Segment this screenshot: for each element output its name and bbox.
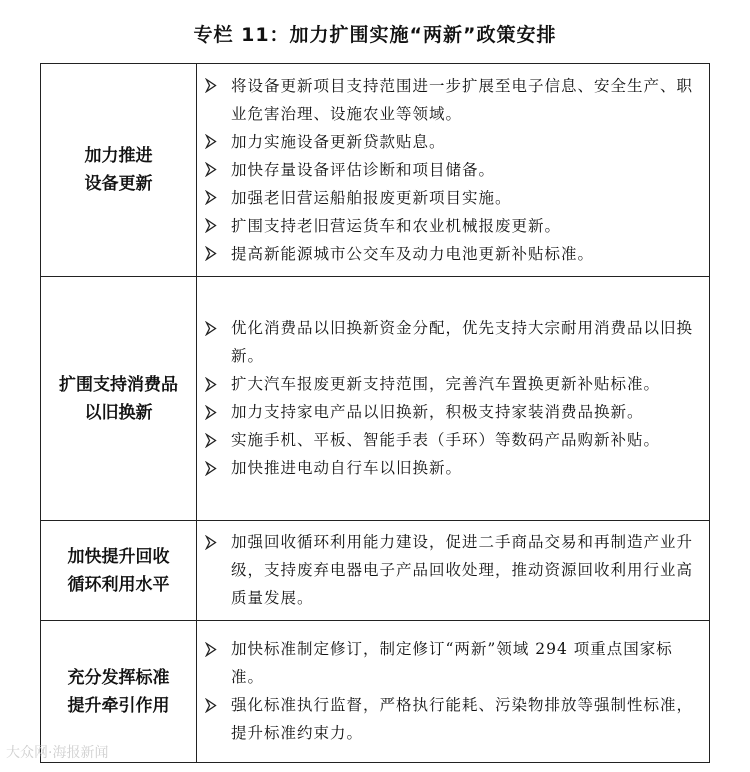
hollow-arrow-icon (205, 184, 231, 212)
items-cell (197, 621, 710, 763)
category-label-line: 以旧换新 (84, 402, 153, 423)
policy-item-text: 加强老旧营运船舶报废更新项目实施。 (231, 188, 512, 207)
policy-item-text: 实施手机、平板、智能手表（手环）等数码产品购新补贴。 (231, 431, 661, 449)
hollow-arrow-icon (205, 212, 231, 240)
policy-item (205, 240, 701, 268)
category-label-line: 扩围支持消费品 (59, 374, 178, 395)
policy-item (205, 454, 701, 482)
hollow-arrow-icon (205, 528, 231, 556)
hollow-arrow-icon (205, 454, 231, 482)
policy-row (41, 521, 710, 621)
policy-item-text: 加强回收循环利用能力建设，促进二手商品交易和再制造产业升级，支持废弃电器电子产品回收处理，推动资源回收利用行业高质量发展。 (231, 533, 694, 607)
policy-item-text: 扩大汽车报废更新支持范围，完善汽车置换更新补贴标准。 (231, 375, 661, 393)
policy-row (41, 64, 710, 277)
category-cell (41, 277, 197, 521)
hollow-arrow-icon (205, 426, 231, 454)
policy-row (41, 621, 710, 763)
policy-item-text: 提高新能源城市公交车及动力电池更新补贴标准。 (231, 244, 595, 263)
items-cell (197, 521, 710, 621)
policy-item (205, 398, 701, 426)
category-label-line: 设备更新 (84, 174, 153, 194)
policy-table (40, 63, 710, 763)
policy-item-text: 优化消费品以旧换新资金分配，优先支持大宗耐用消费品以旧换新。 (231, 319, 694, 365)
hollow-arrow-icon (205, 691, 231, 719)
policy-item (205, 72, 701, 128)
policy-item (205, 635, 701, 691)
hollow-arrow-icon (205, 240, 231, 268)
category-label-line: 加快提升回收 (67, 546, 170, 567)
policy-item (205, 128, 701, 156)
category-cell (41, 64, 197, 277)
policy-item-text: 加快推进电动自行车以旧换新。 (231, 459, 463, 477)
policy-item-text: 加快标准制定修订，制定修订“两新”领域 294 项重点国家标准。 (231, 640, 673, 686)
hollow-arrow-icon (205, 72, 231, 100)
policy-item (205, 370, 701, 398)
policy-row (41, 277, 710, 521)
policy-item-text: 强化标准执行监督，严格执行能耗、污染物排放等强制性标准，提升标准约束力。 (231, 696, 694, 742)
policy-item-text: 扩围支持老旧营运货车和农业机械报废更新。 (231, 216, 562, 235)
category-label-line: 循环利用水平 (67, 574, 170, 595)
hollow-arrow-icon (205, 635, 231, 663)
hollow-arrow-icon (205, 314, 231, 342)
policy-item (205, 212, 701, 240)
policy-item (205, 691, 701, 747)
policy-item-text: 加快存量设备评估诊断和项目储备。 (231, 160, 496, 179)
category-label-line: 充分发挥标准 (67, 667, 170, 688)
policy-item-text: 加力支持家电产品以旧换新，积极支持家装消费品换新。 (231, 403, 644, 421)
category-label-line: 提升牵引作用 (67, 695, 170, 716)
policy-item (205, 426, 701, 454)
category-label-line: 加力推进 (84, 146, 153, 166)
policy-item (205, 528, 701, 612)
policy-item (205, 184, 701, 212)
category-cell (41, 521, 197, 621)
policy-item-text: 将设备更新项目支持范围进一步扩展至电子信息、安全生产、职业危害治理、设施农业等领域。 (231, 76, 694, 123)
policy-item (205, 314, 701, 370)
policy-item-text: 加力实施设备更新贷款贴息。 (231, 132, 446, 151)
hollow-arrow-icon (205, 398, 231, 426)
items-cell (197, 64, 710, 277)
watermark: 大众网·海报新闻 (6, 745, 109, 761)
hollow-arrow-icon (205, 156, 231, 184)
hollow-arrow-icon (205, 128, 231, 156)
policy-item (205, 156, 701, 184)
hollow-arrow-icon (205, 370, 231, 398)
page-title: 专栏 11：加力扩围实施“两新”政策安排 (193, 24, 557, 46)
items-cell (197, 277, 710, 521)
